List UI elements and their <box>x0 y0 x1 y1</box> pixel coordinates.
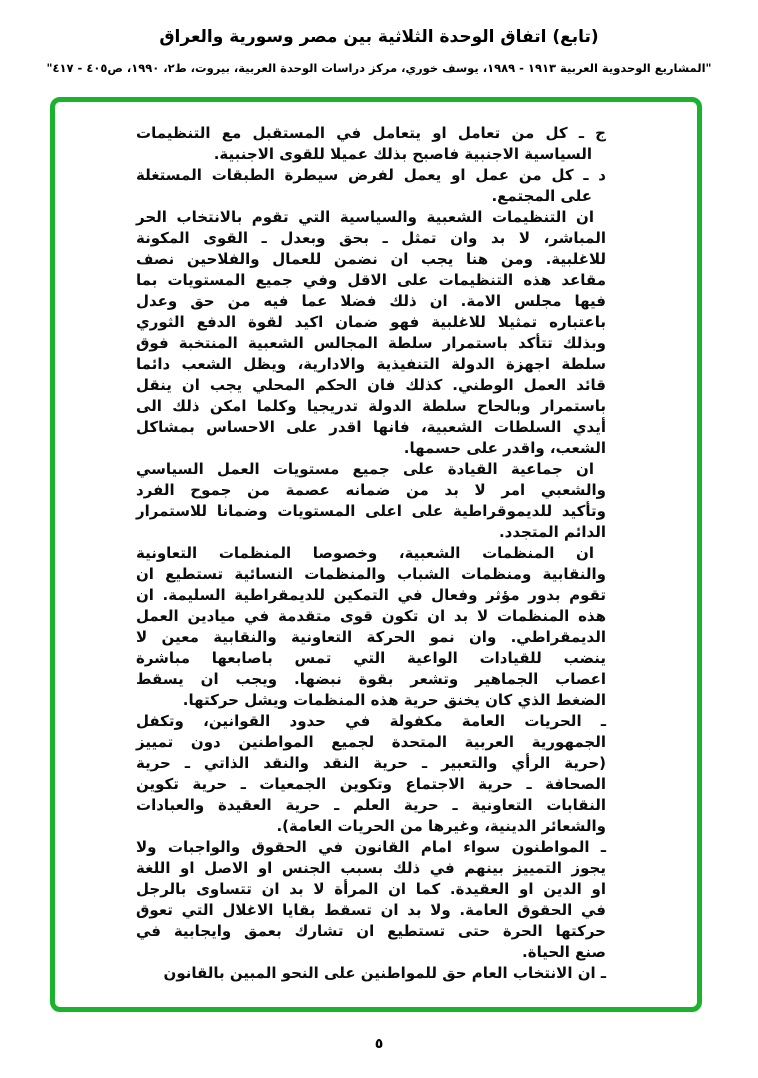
text-line: فيها مجلس الامة. ان ذلك فضلا عما فيه من حق وعدل <box>136 292 606 310</box>
paragraph <box>136 711 606 837</box>
text-line: قائد العمل الوطني. كذلك فان الحكم المحلي يجب ان ينقل <box>136 376 606 394</box>
text-line: باستمرار وبالحاح سلطة الدولة تدريجيا وكلما امكن ذلك الى <box>136 397 606 415</box>
text-line: الشعب، واقدر على حسمها. <box>403 439 606 457</box>
text-line: والشعبي امر لا بد من ضمانه عصمة من جموح الفرد <box>136 481 606 499</box>
text-line: ـ المواطنون سواء امام القانون في الحقوق والواجبات ولا <box>136 838 606 856</box>
paragraph <box>136 837 606 963</box>
text-line: للاغلبية. ومن هنا يجب ان نضمن للعمال والفلاحين نصف <box>136 250 606 268</box>
text-line: النقابات التعاونية ـ حرية العلم ـ حرية العقيدة والعبادات <box>136 796 606 814</box>
paragraph <box>136 543 606 711</box>
paragraph <box>136 165 606 207</box>
text-line: ان المنظمات الشعبية، وخصوصا المنظمات التعاونية <box>136 544 594 562</box>
text-line: ـ ان الانتخاب العام حق للمواطنين على النحو المبين بالقانون <box>163 964 606 982</box>
text-line: (حرية الرأي والتعبير ـ حرية النقد والنقد الذاتي ـ حرية <box>136 754 606 772</box>
text-line: سلطة اجهزة الدولة التنفيذية والادارية، ويظل الشعب دائما <box>136 355 606 373</box>
text-line: تقوم بدور مؤثر وفعال في التمكين للديمقراطية السليمة. ان <box>136 586 606 604</box>
text-line: ان جماعية القيادة على جميع مستويات العمل السياسي <box>136 460 594 478</box>
source-citation: "المشاريع الوحدوية العربية ١٩١٣ - ١٩٨٩، يوسف خوري، مركز دراسات الوحدة العربية، بيروت، ط٢، ١٩٩٠، ص٤٠٥ - ٤١٧" <box>46 61 712 75</box>
text-line: والنقابية ومنظمات الشباب والمنظمات النسائية تستطيع ان <box>136 565 606 583</box>
text-line: السياسية الاجنبية فاصبح بذلك عميلا للقوى الاجنبية. <box>213 145 592 163</box>
text-line: هذه المنظمات لا بد ان تكون قوى متقدمة في ميادين العمل <box>136 607 606 625</box>
text-line: على المجتمع. <box>491 187 592 205</box>
text-line: المباشر، لا بد وان تمثل ـ بحق وبعدل ـ القوى المكونة <box>136 229 606 247</box>
text-line: صنع الحياة. <box>522 943 606 961</box>
text-line: ان التنظيمات الشعبية والسياسية التي تقوم بالانتخاب الحر <box>136 208 594 226</box>
document-body-text <box>136 123 606 984</box>
paragraph <box>136 123 606 165</box>
text-line: يجوز التمييز بينهم في ذلك بسبب الجنس او الاصل او اللغة <box>136 859 606 877</box>
text-line: ـ الحريات العامة مكفولة في حدود القوانين، وتكفل <box>136 712 606 730</box>
text-line: الدائم المتجدد. <box>498 523 606 541</box>
text-line: حركتها الحرة حتى تستطيع ان تشارك بعمق وايجابية في <box>136 922 606 940</box>
page-number: ٥ <box>374 1036 384 1052</box>
text-line: الديمقراطي. وان نمو الحركة التعاونية والنقابية معين لا <box>136 628 606 646</box>
text-line: ينضب للقيادات الواعية التي تمس باصابعها مباشرة <box>136 649 606 667</box>
paragraph <box>136 963 606 984</box>
paragraph <box>136 459 606 543</box>
text-line: اعصاب الجماهير وتشعر بقوة نبضها. ويجب ان يسقط <box>136 670 606 688</box>
document-title: (تابع) اتفاق الوحدة الثلاثية بين مصر وسورية والعراق <box>159 27 599 47</box>
text-line: الصحافة ـ حرية الاجتماع وتكوين الجمعيات ـ حرية تكوين <box>136 775 606 793</box>
text-line: وتأكيد للديموقراطية على اعلى المستويات وضمانا للاستمرار <box>136 502 606 520</box>
text-line: أيدي السلطات الشعبية، فانها اقدر على الاحساس بمشاكل <box>136 418 606 436</box>
text-line: مقاعد هذه التنظيمات على الاقل وفي جميع المستويات بما <box>136 271 606 289</box>
text-line: ج ـ كل من تعامل او يتعامل في المستقبل مع التنظيمات <box>136 124 606 142</box>
text-line: والشعائر الدينية، وغيرها من الحريات العامة). <box>276 817 606 835</box>
paragraph <box>136 207 606 459</box>
text-line: في الحقوق العامة. ولا بد ان تسقط بقايا الاغلال التي تعوق <box>136 901 606 919</box>
text-line: او الدين او العقيدة. كما ان المرأة لا بد ان تتساوى بالرجل <box>136 880 606 898</box>
text-line: باعتباره تمثيلا للاغلبية فهو ضمان اكيد لقوة الدفع الثوري <box>136 313 606 331</box>
text-line: وبذلك تتأكد باستمرار سلطة المجالس الشعبية المنتخبة فوق <box>136 334 606 352</box>
text-line: الضغط الذي كان يخنق حرية هذه المنظمات ويشل حركتها. <box>182 691 606 709</box>
text-line: الجمهورية العربية المتحدة لجميع المواطنين دون تمييز <box>136 733 606 751</box>
text-line: د ـ كل من عمل او يعمل لفرض سيطرة الطبقات المستغلة <box>136 166 606 184</box>
green-border-frame <box>50 97 702 1012</box>
